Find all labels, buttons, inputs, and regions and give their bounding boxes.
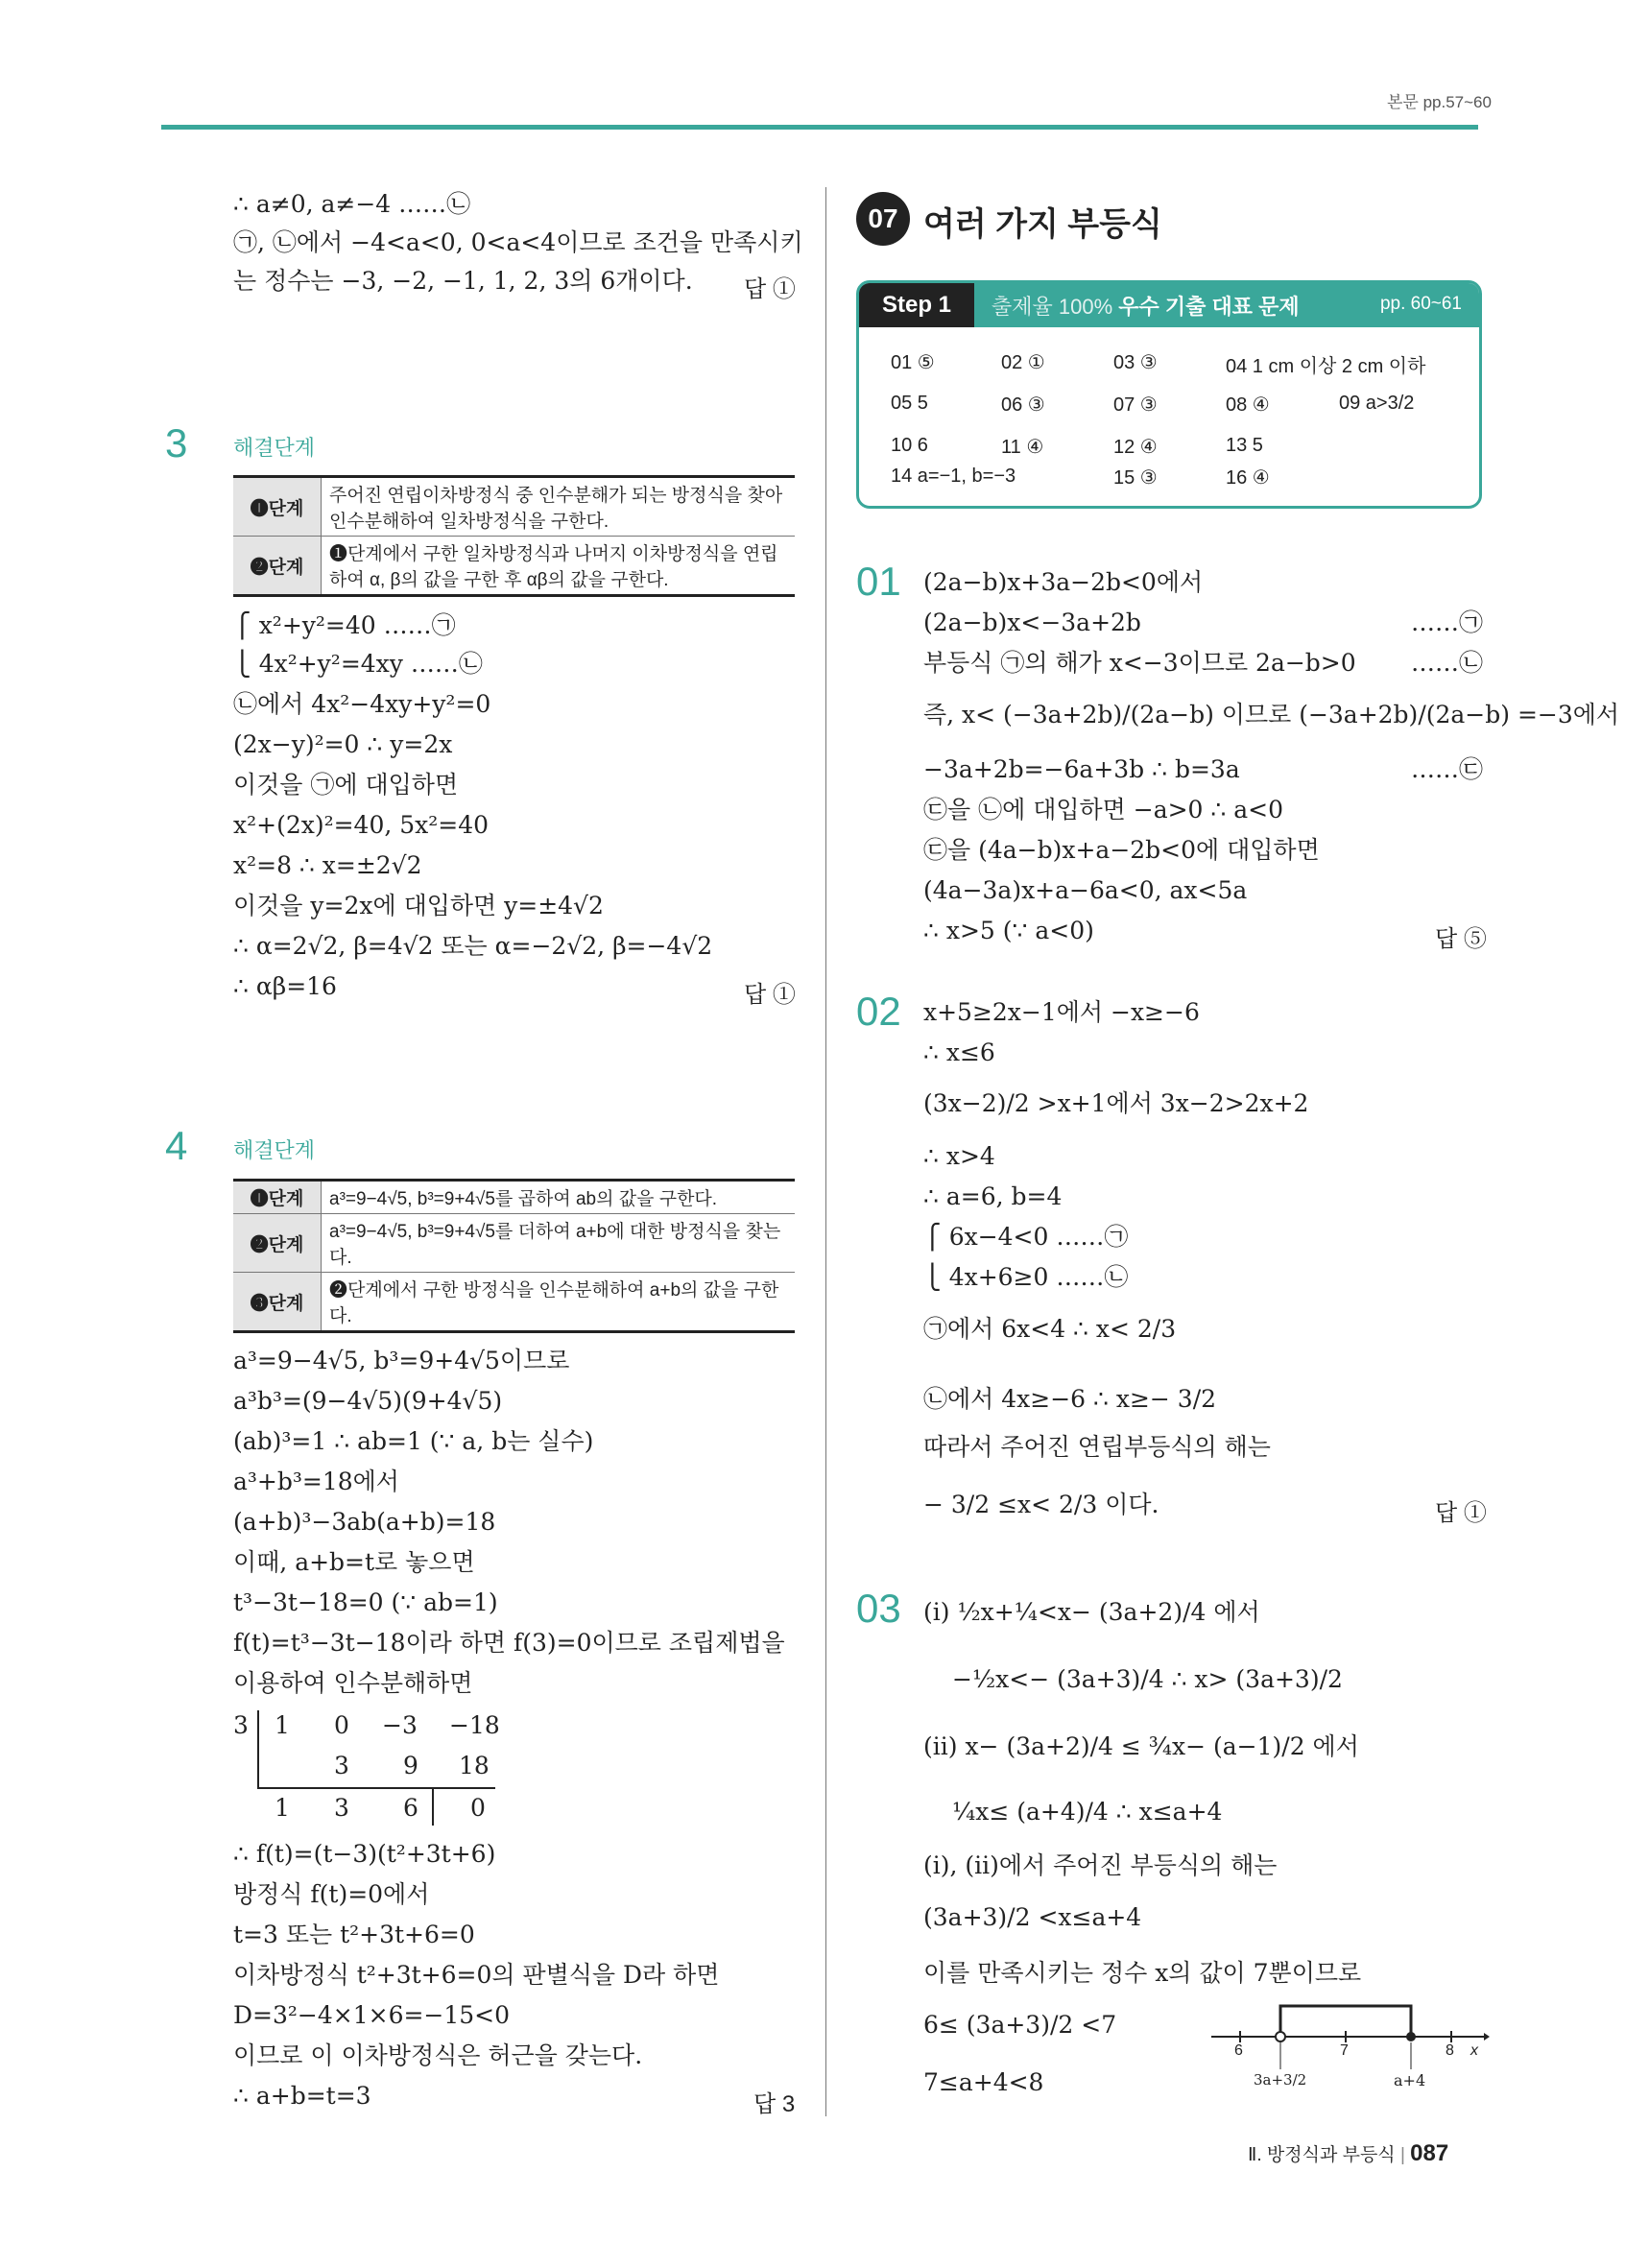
p3-line: ⎩ 4x²+y²=4xy ……㉡ [233, 650, 483, 678]
q01-line: −3a+2b=−6a+3b ∴ b=3a [923, 755, 1240, 783]
p4-line: f(t)=t³−3t−18이라 하면 f(3)=0이므로 조립제법을 [233, 1629, 785, 1657]
q02-line: ㉠에서 6x<4 ∴ x< 2/3 [923, 1315, 1177, 1343]
step-text: 주어진 연립이차방정식 중 인수분해가 되는 방정식을 찾아 인수분해하여 일차방정식을 구한다. [322, 477, 796, 537]
answer-cell: 04 1 cm 이상 2 cm 이하 [1226, 356, 1426, 377]
answer-cell: 03 ③ [1113, 352, 1158, 373]
p3-line: 이것을 ㉠에 대입하면 [233, 771, 459, 799]
q03-line: 7≤a+4<8 [923, 2068, 1044, 2096]
step-badge [859, 283, 974, 327]
step-title-light: 출제율 100% [992, 295, 1113, 319]
step-label: ❶단계 [233, 1181, 322, 1214]
answer-cell: 11 ④ [1001, 437, 1044, 458]
number-line [1211, 1994, 1490, 2119]
p3-line: ∴ αβ=16 [233, 972, 337, 1000]
p4-line: (ab)³=1 ∴ ab=1 (∵ a, b는 실수) [233, 1427, 594, 1455]
synth-cell: 9 [403, 1752, 418, 1779]
q01-line: 즉, x< (−3a+2b)/(2a−b) 이므로 (−3a+2b)/(2a−b) =−3에서 [923, 701, 1620, 728]
problem-3-number: 3 [165, 420, 188, 466]
q02-line: (3x−2)/2 >x+1에서 3x−2>2x+2 [923, 1089, 1309, 1117]
answer-cell: 07 ③ [1113, 394, 1158, 416]
synth-cell: 6 [403, 1794, 418, 1822]
answer-cell: 10 6 [891, 435, 928, 456]
q01-line: ㉢을 (4a−b)x+a−2b<0에 대입하면 [923, 836, 1320, 864]
synth-cell: 3 [334, 1794, 349, 1822]
synth-remainder-box [432, 1787, 434, 1826]
q03-line: −½x<− (3a+3)/4 ∴ x> (3a+3)/2 [952, 1665, 1343, 1693]
q02-line: ∴ x>4 [923, 1142, 995, 1170]
footer-separator: | [1399, 2145, 1411, 2165]
step-title-bold: 우수 기출 대표 문제 [1118, 295, 1300, 319]
q02-line: ∴ x≤6 [923, 1039, 995, 1066]
question-01-number: 01 [856, 559, 901, 604]
q03-line: 이를 만족시키는 정수 x의 값이 7뿐이므로 [923, 1959, 1362, 1987]
answer-cell: 15 ③ [1113, 467, 1158, 489]
q03-line: (ii) x− (3a+2)/4 ≤ ¾x− (a−1)/2 에서 [923, 1732, 1359, 1760]
q01-line: ㉢을 ㉡에 대입하면 −a>0 ∴ a<0 [923, 796, 1284, 824]
closed-point [1406, 2032, 1416, 2041]
answer-cell: 13 5 [1226, 435, 1263, 456]
answer-cell: 02 ① [1001, 352, 1045, 373]
step-row [233, 1181, 795, 1214]
problem-4-title: 해결단계 [233, 1138, 316, 1162]
synth-root: 3 [233, 1711, 249, 1739]
p4-line: a³b³=(9−4√5)(9+4√5) [233, 1387, 503, 1415]
synth-horizontal-bar [257, 1787, 495, 1789]
header-rule [161, 125, 1478, 130]
tick-label: 8 [1446, 2042, 1454, 2059]
p4-line: t³−3t−18=0 (∵ ab=1) [233, 1588, 498, 1616]
problem-3-title: 해결단계 [233, 436, 316, 460]
q03-line: ¼x≤ (a+4)/4 ∴ x≤a+4 [952, 1798, 1223, 1826]
q01-line: 부등식 ㉠의 해가 x<−3이므로 2a−b>0 [923, 649, 1356, 677]
problem-4-number: 4 [165, 1123, 188, 1168]
step-title [992, 291, 1300, 321]
step-label: ❷단계 [233, 537, 322, 596]
axis-arrow [1484, 2033, 1490, 2041]
answer-cell: 01 ⑤ [891, 352, 935, 373]
q02-line: ∴ a=6, b=4 [923, 1182, 1063, 1210]
intro-answer: 답 ① [744, 276, 796, 302]
q03-line: (i), (ii)에서 주어진 부등식의 해는 [923, 1851, 1278, 1879]
problem-3-steps [233, 475, 795, 597]
question-03-number: 03 [856, 1586, 901, 1631]
q01-line: (2a−b)x<−3a+2b [923, 609, 1141, 636]
step-label: ❷단계 [233, 1214, 322, 1273]
synth-cell: 1 [275, 1711, 290, 1739]
step-row [233, 1214, 795, 1273]
step-text: ❷단계에서 구한 방정식을 인수분해하여 a+b의 값을 구한다. [322, 1273, 796, 1332]
p4-line: ∴ a+b=t=3 [233, 2082, 371, 2110]
p4-line: 이므로 이 이차방정식은 허근을 갖는다. [233, 2041, 643, 2069]
q03-line: (i) ½x+¼<x− (3a+2)/4 에서 [923, 1598, 1260, 1626]
p4-line: 이용하여 인수분해하면 [233, 1669, 473, 1697]
step-row [233, 537, 795, 596]
p3-line: (2x−y)²=0 ∴ y=2x [233, 730, 453, 758]
answer-cell: 05 5 [891, 393, 928, 414]
tick-label: 6 [1234, 2042, 1243, 2059]
p3-line: x²=8 ∴ x=±2√2 [233, 851, 422, 879]
page-number: 087 [1410, 2140, 1449, 2166]
q02-line: − 3/2 ≤x< 2/3 이다. [923, 1491, 1159, 1518]
q01-tag: ……㉡ [1411, 649, 1484, 677]
synth-cell: 0 [334, 1711, 349, 1739]
intro-line-1: ∴ a≠0, a≠−4 ……㉡ [233, 190, 471, 218]
step-label: ❶단계 [233, 477, 322, 537]
step-badge-label: Step 1 [881, 292, 952, 318]
synth-vertical-bar [257, 1710, 259, 1787]
p4-line: ∴ f(t)=(t−3)(t²+3t+6) [233, 1840, 496, 1868]
column-divider [825, 187, 826, 2116]
q02-line: 따라서 주어진 연립부등식의 해는 [923, 1433, 1271, 1461]
q01-line: (2a−b)x+3a−2b<0에서 [923, 568, 1204, 596]
q02-line: x+5≥2x−1에서 −x≥−6 [923, 998, 1200, 1026]
footer-chapter: Ⅱ. 방정식과 부등식 [1248, 2145, 1396, 2165]
step-pages: pp. 60~61 [1379, 294, 1462, 314]
synth-cell: 1 [275, 1794, 290, 1822]
p4-line: t=3 또는 t²+3t+6=0 [233, 1921, 475, 1948]
point-label-right: a+4 [1394, 2071, 1426, 2089]
problem-4-answer: 답 3 [753, 2091, 796, 2117]
section-title: 여러 가지 부등식 [923, 206, 1162, 243]
synth-cell: 3 [334, 1752, 349, 1779]
synth-cell: 0 [470, 1794, 486, 1822]
answer-cell: 06 ③ [1001, 394, 1045, 416]
p3-line: ∴ α=2√2, β=4√2 또는 α=−2√2, β=−4√2 [233, 932, 713, 960]
axis-variable: x [1470, 2042, 1478, 2059]
synth-cell: −3 [382, 1711, 418, 1739]
q01-tag: ……㉢ [1411, 755, 1484, 783]
q01-line: (4a−3a)x+a−6a<0, ax<5a [923, 876, 1248, 904]
p4-line: D=3²−4×1×6=−15<0 [233, 2001, 511, 2029]
intro-line-2: ㉠, ㉡에서 −4<a<0, 0<a<4이므로 조건을 만족시키 [233, 228, 803, 256]
answer-cell: 16 ④ [1226, 467, 1270, 489]
q02-line: ⎩ 4x+6≥0 ……㉡ [923, 1263, 1129, 1291]
q01-tag: ……㉠ [1411, 609, 1484, 636]
step-row [233, 477, 795, 537]
question-02-number: 02 [856, 989, 901, 1034]
q02-line: ⎧ 6x−4<0 ……㉠ [923, 1223, 1129, 1251]
p4-line: (a+b)³−3ab(a+b)=18 [233, 1508, 496, 1536]
p3-line: 이것을 y=2x에 대입하면 y=±4√2 [233, 892, 604, 919]
step-text: a³=9−4√5, b³=9+4√5를 더하여 a+b에 대한 방정식을 찾는다. [322, 1214, 796, 1273]
step-box [856, 280, 1482, 509]
page-reference: 본문 pp.57~60 [1387, 93, 1492, 111]
point-label-left: 3a+3/2 [1254, 2071, 1307, 2089]
open-point [1276, 2032, 1285, 2041]
p4-line: 이차방정식 t²+3t+6=0의 판별식을 D라 하면 [233, 1961, 720, 1989]
step-text: a³=9−4√5, b³=9+4√5를 곱하여 ab의 값을 구한다. [322, 1181, 796, 1214]
q02-line: ㉡에서 4x≥−6 ∴ x≥− 3/2 [923, 1385, 1217, 1413]
answer-cell: 14 a=−1, b=−3 [891, 466, 1016, 487]
synth-cell: 18 [459, 1752, 490, 1779]
p3-line: x²+(2x)²=40, 5x²=40 [233, 811, 490, 839]
step-label: ❸단계 [233, 1273, 322, 1332]
answer-cell: 12 ④ [1113, 437, 1158, 458]
synth-cell: −18 [449, 1711, 500, 1739]
tick-label: 7 [1340, 2042, 1349, 2059]
p4-line: a³+b³=18에서 [233, 1468, 399, 1495]
answer-cell: 09 a>3/2 [1339, 393, 1415, 414]
p4-line: a³=9−4√5, b³=9+4√5이므로 [233, 1347, 570, 1374]
q03-line: 6≤ (3a+3)/2 <7 [923, 2011, 1117, 2039]
p4-line: 이때, a+b=t로 놓으면 [233, 1548, 475, 1576]
section-number-badge [856, 192, 910, 246]
p3-line: ㉡에서 4x²−4xy+y²=0 [233, 690, 491, 718]
answer-cell: 08 ④ [1226, 394, 1270, 416]
section-number: 07 [868, 203, 898, 233]
question-01-answer: 답 ⑤ [1435, 926, 1487, 952]
p4-line: 방정식 f(t)=0에서 [233, 1880, 430, 1908]
problem-4-steps [233, 1179, 795, 1333]
p3-line: ⎧ x²+y²=40 ……㉠ [233, 611, 456, 639]
step-row [233, 1273, 795, 1332]
step-text: ❶단계에서 구한 일차방정식과 나머지 이차방정식을 연립하여 α, β의 값을 구한 후 αβ의 값을 구한다. [322, 537, 796, 596]
intro-line-3: 는 정수는 −3, −2, −1, 1, 2, 3의 6개이다. [233, 267, 693, 295]
problem-3-answer: 답 ① [744, 982, 796, 1008]
q01-line: ∴ x>5 (∵ a<0) [923, 917, 1094, 944]
question-02-answer: 답 ① [1435, 1500, 1487, 1526]
q03-line: (3a+3)/2 <x≤a+4 [923, 1903, 1142, 1931]
footer [1248, 2140, 1448, 2167]
